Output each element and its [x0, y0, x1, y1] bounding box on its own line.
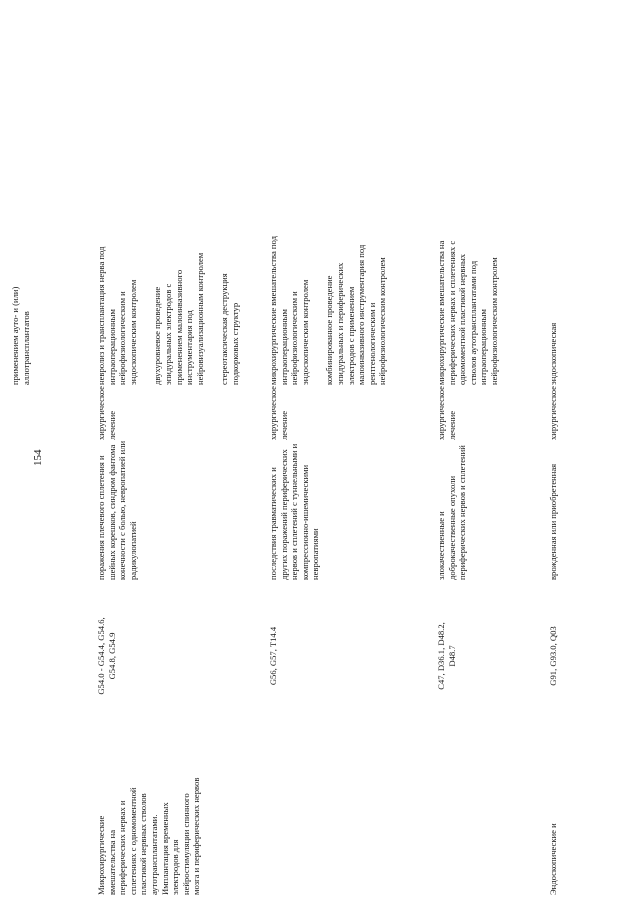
intervention-name: Микрохирургические вмешательства на периферических нервах и сплетениях с одномоментной пластикой нервных стволов аутотрансплантатами. Имплантация временных электродов для нейростимуляции спинного мозга и периферических нервов [96, 777, 202, 895]
icd-codes: G54.0 - G54.4, G54.6, G54.8, G54.9 [96, 617, 117, 695]
page-number: 154 [32, 449, 44, 466]
method-item: эндоскопическая [548, 322, 558, 385]
condition-model: врожденная или приобретенная [548, 463, 558, 580]
treatment-methods [96, 235, 241, 385]
intervention-name: Эндоскопические и [548, 823, 558, 895]
treatment-type: хирургическое [548, 386, 558, 440]
icd-codes: G56, G57, T14.4 [268, 626, 278, 686]
treatment-methods [548, 235, 559, 385]
method-item: двухуровневое проведение эпидуральных электродов с применением малоинвазивного инструментария под нейровизуализационным контролем [152, 252, 205, 385]
method-item: стереотаксическая деструкция подкорковых структур [219, 273, 240, 385]
treatment-methods [268, 235, 388, 385]
method-continuation: применением ауто- и (или) аллотрансплантатов [10, 286, 31, 385]
treatment-type: хирургическое лечение [268, 386, 289, 440]
method-item: невролиз и трансплантация нерва под интраоперационным нейрофизиологическим и эндоскопическим контролем [96, 246, 138, 385]
method-item: комбинированное проведение эпидуральных и периферических электродов с применением малоинвазивного инструментария под рентгенологическим и нейрофизиологическим контролем [324, 244, 388, 385]
icd-codes: G91, G93.0, Q03 [548, 626, 558, 686]
treatment-type: хирургическое лечение [436, 386, 457, 440]
condition-model: злокачественные и доброкачественные опухоли периферических нервов и сплетений [436, 445, 468, 580]
method-item: микрохирургические вмешательства под интраоперационным нейрофизиологическим и эндоскопическим контролем [268, 236, 310, 385]
treatment-type: хирургическое лечение [96, 386, 117, 440]
condition-model: поражения плечевого сплетения и шейных корешков, синдром фантома конечности с болью, невропатией или радикулопатией [96, 440, 138, 580]
method-item: микрохирургические вмешательства на периферических нервах и сплетениях с одномоментной пластикой нервных стволов аутотрансплантатами под интраоперационным нейрофизиологическим контролем [436, 240, 499, 385]
icd-codes: C47, D36.1, D48.2, D48.7 [436, 622, 457, 690]
condition-model: последствия травматических и других поражений периферических нервов и сплетений с туннельными и компрессионно-ишемическими невропатиями [268, 443, 321, 580]
treatment-methods [436, 235, 500, 385]
